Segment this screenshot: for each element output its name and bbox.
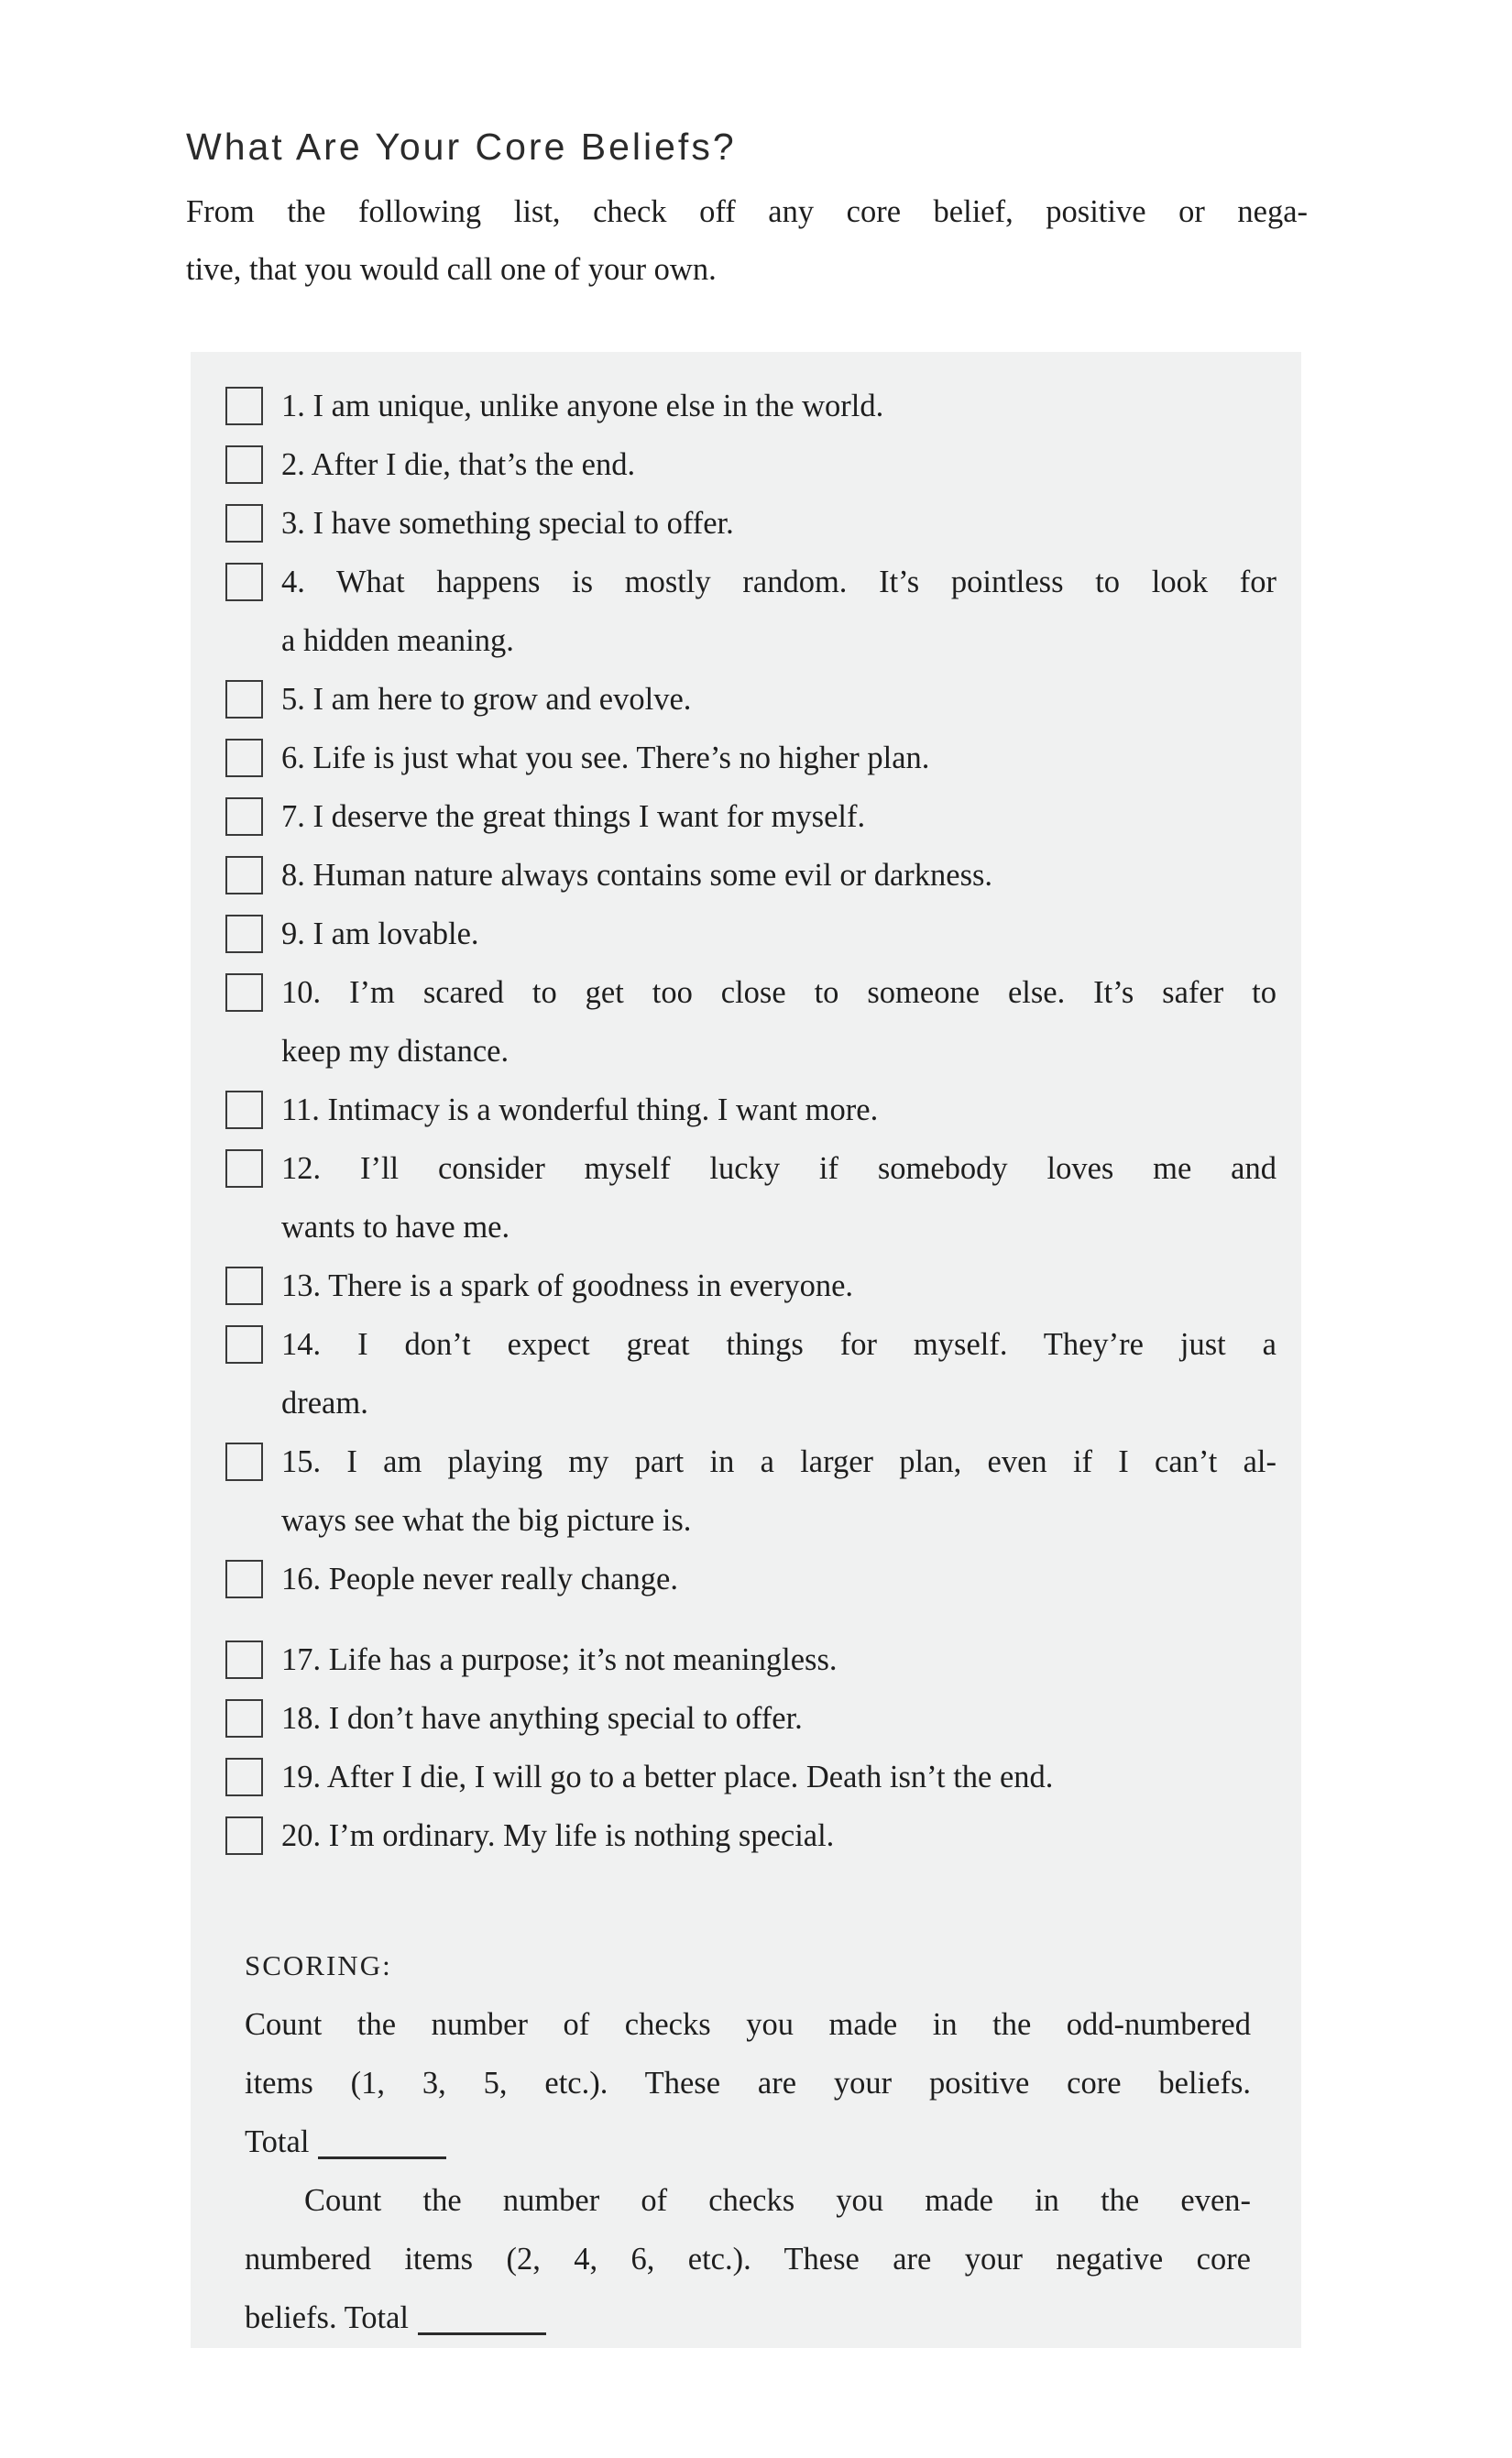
item-text-line: 18. I don’t have anything special to offer. — [281, 1701, 803, 1736]
checklist-item — [191, 1689, 1276, 1748]
item-text-line: keep my distance. — [281, 1034, 509, 1069]
checklist-item — [191, 1256, 1276, 1315]
scoring-heading: SCORING: — [245, 1949, 392, 1981]
checklist-item — [191, 787, 1276, 846]
checkbox[interactable] — [225, 915, 263, 953]
intro-paragraph — [186, 183, 1308, 299]
item-text-line: 19. After I die, I will go to a better place. Death isn’t the end. — [281, 1760, 1054, 1794]
checklist-item — [191, 1806, 1276, 1865]
checkbox[interactable] — [225, 1560, 263, 1598]
checkbox[interactable] — [225, 387, 263, 425]
item-text-line: 9. I am lovable. — [281, 916, 479, 951]
intro-line: tive, that you would call one of your own. — [186, 252, 717, 287]
item-text-line: wants to have me. — [281, 1210, 510, 1245]
item-text-line: 13. There is a spark of goodness in everyone. — [281, 1268, 854, 1303]
item-text-line: 7. I deserve the great things I want for myself. — [281, 799, 866, 834]
scoring-paragraph — [245, 2171, 1251, 2347]
checkbox[interactable] — [225, 680, 263, 719]
checklist-item — [191, 846, 1276, 905]
checklist-item — [191, 1139, 1276, 1256]
checkbox[interactable] — [225, 1325, 263, 1364]
item-text-line: 6. Life is just what you see. There’s no higher plan. — [281, 741, 930, 775]
total-blank[interactable] — [318, 2156, 446, 2159]
checklist-item — [191, 1630, 1276, 1689]
item-text-line: 1. I am unique, unlike anyone else in the world. — [281, 389, 884, 423]
item-text-line: 15. I am playing my part in a larger plan, even if I can’t al- — [281, 1444, 1276, 1479]
item-text-line: 2. After I die, that’s the end. — [281, 447, 636, 482]
checklist-item — [191, 1315, 1276, 1432]
scoring-paragraph — [245, 1995, 1251, 2171]
checklist-item — [191, 494, 1276, 553]
checklist — [191, 377, 1276, 1865]
item-text-line: 3. I have something special to offer. — [281, 506, 734, 541]
checklist-item — [191, 1081, 1276, 1139]
checkbox[interactable] — [225, 1443, 263, 1481]
item-text-line: 12. I’ll consider myself lucky if somebody loves me and — [281, 1151, 1276, 1186]
checkbox[interactable] — [225, 504, 263, 543]
checkbox[interactable] — [225, 1816, 263, 1855]
checkbox[interactable] — [225, 973, 263, 1012]
total-blank[interactable] — [418, 2332, 546, 2335]
item-text-line: dream. — [281, 1386, 368, 1421]
item-text-line: a hidden meaning. — [281, 623, 514, 658]
checkbox[interactable] — [225, 1149, 263, 1188]
scoring-line: Count the number of checks you made in the even- — [304, 2183, 1251, 2218]
scoring-line: Total — [245, 2112, 1251, 2171]
checkbox[interactable] — [225, 1699, 263, 1738]
scoring-line: Count the number of checks you made in the odd-numbered — [245, 2007, 1251, 2042]
item-text-line: 10. I’m scared to get too close to someone else. It’s safer to — [281, 975, 1276, 1010]
item-text-line: 16. People never really change. — [281, 1562, 678, 1597]
scoring-line: numbered items (2, 4, 6, etc.). These are your negative core — [245, 2242, 1251, 2277]
scoring-paragraphs — [245, 1995, 1251, 2347]
checklist-item — [191, 377, 1276, 435]
checkbox[interactable] — [225, 1758, 263, 1796]
checklist-item — [191, 905, 1276, 963]
checkbox[interactable] — [225, 739, 263, 777]
checklist-item — [191, 553, 1276, 670]
checklist-item — [191, 963, 1276, 1081]
page-title: What Are Your Core Beliefs? — [186, 126, 737, 168]
intro-line: From the following list, check off any core belief, positive or nega- — [186, 194, 1308, 229]
checklist-item — [191, 1432, 1276, 1550]
checkbox[interactable] — [225, 445, 263, 484]
scoring-line: beliefs. Total — [245, 2288, 1251, 2347]
checklist-item — [191, 435, 1276, 494]
item-text-line: 5. I am here to grow and evolve. — [281, 682, 692, 717]
item-text-line: ways see what the big picture is. — [281, 1503, 692, 1538]
item-text-line: 11. Intimacy is a wonderful thing. I want more. — [281, 1092, 879, 1127]
checkbox[interactable] — [225, 797, 263, 836]
item-text-line: 17. Life has a purpose; it’s not meaningless. — [281, 1642, 838, 1677]
checklist-item — [191, 1550, 1276, 1608]
checkbox[interactable] — [225, 1091, 263, 1129]
scoring-section — [245, 1937, 1251, 2347]
checklist-item — [191, 670, 1276, 729]
checkbox[interactable] — [225, 1267, 263, 1305]
item-text-line: 4. What happens is mostly random. It’s pointless to look for — [281, 565, 1276, 599]
item-text-line: 20. I’m ordinary. My life is nothing special. — [281, 1818, 835, 1853]
checklist-panel — [191, 352, 1301, 2348]
checklist-item — [191, 729, 1276, 787]
checkbox[interactable] — [225, 1640, 263, 1679]
scoring-line: items (1, 3, 5, etc.). These are your positive core beliefs. — [245, 2066, 1251, 2101]
checkbox[interactable] — [225, 856, 263, 894]
checkbox[interactable] — [225, 563, 263, 601]
item-text-line: 8. Human nature always contains some evil or darkness. — [281, 858, 993, 893]
checklist-item — [191, 1748, 1276, 1806]
item-text-line: 14. I don’t expect great things for myself. They’re just a — [281, 1327, 1276, 1362]
